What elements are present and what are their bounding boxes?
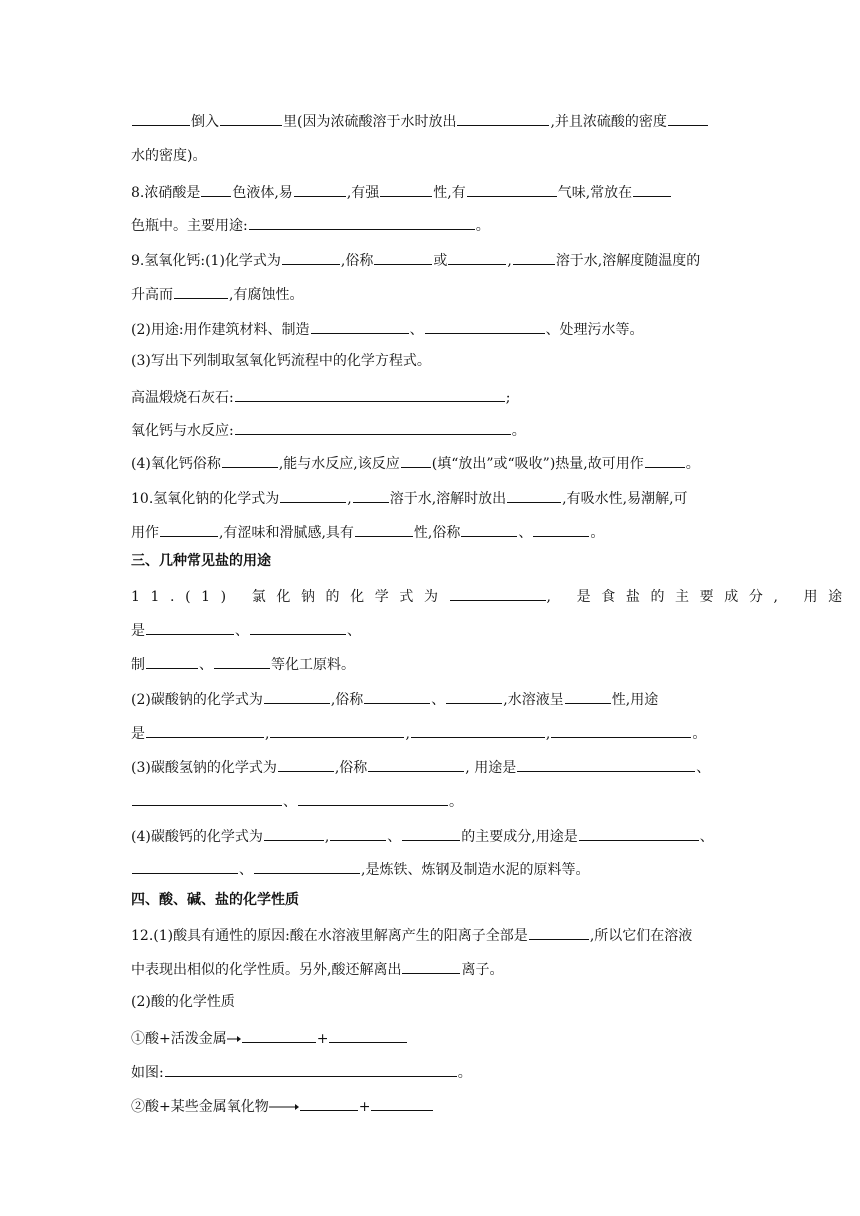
text: ,俗称 <box>334 760 368 776</box>
blank[interactable] <box>249 214 475 230</box>
text: 溶于水,溶解时放出 <box>389 491 507 507</box>
text: 、 <box>409 322 424 338</box>
text: 制 <box>131 657 145 673</box>
text: 。 <box>449 794 463 810</box>
line-1 <box>131 110 709 132</box>
blank[interactable] <box>280 487 346 503</box>
blank[interactable] <box>368 756 464 772</box>
text: , <box>405 726 410 742</box>
blank[interactable] <box>533 521 589 537</box>
line-30 <box>131 1095 434 1117</box>
blank[interactable] <box>645 452 685 468</box>
blank[interactable] <box>220 110 282 126</box>
line-27 <box>131 992 235 1012</box>
line-23 <box>131 858 589 880</box>
text: , <box>324 829 330 845</box>
line-2 <box>131 146 206 166</box>
text: 气味,常放在 <box>557 185 633 201</box>
line-28 <box>131 1027 408 1049</box>
text: 色瓶中。主要用途: <box>131 218 248 234</box>
text: (4)碳酸钙的化学式为 <box>131 829 263 845</box>
blank[interactable] <box>668 110 708 126</box>
text: 9.氢氧化钙:(1)化学式为 <box>131 253 281 269</box>
line-4 <box>131 214 490 236</box>
text: 升高而 <box>131 287 173 303</box>
blank[interactable] <box>329 1027 407 1043</box>
text: 是 <box>131 726 145 742</box>
blank[interactable] <box>298 790 448 806</box>
text: ,是炼铁、炼钢及制造水泥的原料等。 <box>361 862 590 878</box>
text: 等化工原料。 <box>271 657 355 673</box>
blank[interactable] <box>374 249 432 265</box>
text: (4)氧化钙俗称 <box>131 456 221 472</box>
text: 12.(1)酸具有通性的原因:酸在水溶液里解离产生的阳离子全部是 <box>131 928 528 944</box>
blank[interactable] <box>371 1095 433 1111</box>
text: , 用途是 <box>465 760 517 776</box>
text: 色液体,易 <box>232 185 293 201</box>
blank[interactable] <box>146 722 264 738</box>
blank[interactable] <box>132 110 190 126</box>
line-3 <box>131 181 672 203</box>
blank[interactable] <box>457 110 549 126</box>
text: ,有吸水性,易潮解,可 <box>562 491 688 507</box>
arrow-right-icon <box>227 1035 241 1043</box>
text: 11.(1) 氯化钠的化学式为 <box>131 589 449 605</box>
blank[interactable] <box>461 521 517 537</box>
text: ,并且浓硫酸的密度 <box>550 114 667 130</box>
blank[interactable] <box>146 619 234 635</box>
blank[interactable] <box>507 487 561 503</box>
blank[interactable] <box>214 653 270 669</box>
blank[interactable] <box>467 181 557 197</box>
text: ,有强 <box>346 185 380 201</box>
line-6 <box>131 283 303 305</box>
text: , 是食盐的主要成分, 用途 <box>546 589 853 605</box>
text: (2)碳酸钠的化学式为 <box>131 692 263 708</box>
blank[interactable] <box>254 858 360 874</box>
text: 、 <box>699 829 714 845</box>
line-20 <box>131 756 710 778</box>
line-19 <box>131 722 706 744</box>
text: 、 <box>199 657 213 673</box>
blank[interactable] <box>160 521 218 537</box>
blank[interactable] <box>411 722 545 738</box>
text: 氧化钙与水反应: <box>131 423 234 439</box>
text: ②酸+某些金属氧化物 <box>131 1099 269 1115</box>
blank[interactable] <box>529 924 589 940</box>
blank[interactable] <box>380 181 432 197</box>
blank[interactable] <box>579 825 699 841</box>
blank[interactable] <box>132 790 282 806</box>
blank[interactable] <box>282 249 340 265</box>
text: ,所以它们在溶液 <box>589 928 693 944</box>
blank[interactable] <box>330 825 386 841</box>
blank[interactable] <box>364 688 430 704</box>
blank[interactable] <box>242 1027 316 1043</box>
text: 、 <box>235 623 249 639</box>
text: , <box>265 726 270 742</box>
heading-text: 三、几种常见盐的用途 <box>131 553 271 569</box>
text: 性,俗称 <box>413 525 461 541</box>
text: (2)酸的化学性质 <box>131 994 235 1010</box>
line-18 <box>131 688 658 710</box>
text: 性,用途 <box>611 692 659 708</box>
blank[interactable] <box>446 688 502 704</box>
line-25 <box>131 924 692 946</box>
blank[interactable] <box>165 1061 457 1077</box>
text: 的主要成分,用途是 <box>461 829 578 845</box>
blank[interactable] <box>132 858 238 874</box>
line-15 <box>131 585 853 607</box>
blank[interactable] <box>425 318 545 334</box>
text: , <box>347 491 352 507</box>
text: 里(因为浓硫酸溶于水时放出 <box>283 114 457 130</box>
blank[interactable] <box>300 1095 358 1111</box>
line-29 <box>131 1061 472 1083</box>
text: 水的密度)。 <box>131 148 207 164</box>
text: 10.氢氧化钠的化学式为 <box>131 491 280 507</box>
blank[interactable] <box>633 181 671 197</box>
text: 、 <box>283 794 297 810</box>
text: 用作 <box>131 525 159 541</box>
blank[interactable] <box>294 181 346 197</box>
blank[interactable] <box>565 688 611 704</box>
line-26 <box>131 958 503 980</box>
text: 如图: <box>131 1065 164 1081</box>
text: 、 <box>431 692 446 708</box>
section-heading-4 <box>131 890 299 910</box>
line-13 <box>131 521 604 543</box>
text: 中表现出相似的化学性质。另外,酸还解离出 <box>131 962 402 978</box>
text: (3)写出下列制取氢氧化钙流程中的化学方程式。 <box>131 353 431 369</box>
text: 或 <box>433 253 448 269</box>
line-5 <box>131 249 700 271</box>
arrow-right-icon <box>269 1103 299 1111</box>
text: (2)用途:用作建筑材料、制造 <box>131 322 310 338</box>
text: 性,有 <box>433 185 466 201</box>
text: ①酸+活泼金属 <box>131 1031 227 1047</box>
text: + <box>358 1099 371 1115</box>
blank[interactable] <box>450 585 546 601</box>
text: ,能与水反应,该反应 <box>278 456 400 472</box>
line-12 <box>131 487 688 509</box>
line-22 <box>131 825 714 847</box>
text: (填“放出”或“吸收”)热量,故可用作 <box>431 456 644 472</box>
text: 8.浓硝酸是 <box>131 185 201 201</box>
text: ,有涩味和滑腻感,具有 <box>219 525 354 541</box>
text: 、 <box>347 623 361 639</box>
blank[interactable] <box>402 825 460 841</box>
line-9 <box>131 386 510 408</box>
blank[interactable] <box>235 419 511 435</box>
text: 。 <box>457 1065 472 1081</box>
blank[interactable] <box>402 958 460 974</box>
blank[interactable] <box>353 487 389 503</box>
blank[interactable] <box>264 688 330 704</box>
text: 离子。 <box>461 962 504 978</box>
line-16 <box>131 619 361 641</box>
text: + <box>316 1031 329 1047</box>
text: 是 <box>131 623 145 639</box>
line-10 <box>131 419 526 441</box>
blank[interactable] <box>401 452 431 468</box>
line-11 <box>131 452 700 474</box>
text: 、 <box>387 829 402 845</box>
blank[interactable] <box>355 521 413 537</box>
blank[interactable] <box>174 283 228 299</box>
text: 倒入 <box>191 114 219 130</box>
text: 。 <box>475 218 490 234</box>
text: 高温煅烧石灰石: <box>131 390 234 406</box>
line-8 <box>131 351 431 371</box>
heading-text: 四、酸、碱、盐的化学性质 <box>131 892 299 908</box>
text: , <box>545 726 551 742</box>
line-7 <box>131 318 644 340</box>
text: ,水溶液呈 <box>503 692 564 708</box>
text: (3)碳酸氢钠的化学式为 <box>131 760 277 776</box>
line-17 <box>131 653 355 675</box>
text: 。 <box>685 456 700 472</box>
text: ; <box>505 390 511 406</box>
text: ,俗称 <box>330 692 364 708</box>
blank[interactable] <box>278 756 334 772</box>
text: 溶于水,溶解度随温度的 <box>555 253 701 269</box>
text: 、 <box>518 525 533 541</box>
blank[interactable] <box>250 619 346 635</box>
blank[interactable] <box>201 181 231 197</box>
text: , <box>507 253 512 269</box>
blank[interactable] <box>264 825 324 841</box>
text: 、 <box>696 760 711 776</box>
text: 、处理污水等。 <box>545 322 644 338</box>
text: ,有腐蚀性。 <box>229 287 304 303</box>
blank[interactable] <box>551 722 691 738</box>
text: 。 <box>692 726 707 742</box>
blank[interactable] <box>448 249 506 265</box>
text: 。 <box>590 525 605 541</box>
blank[interactable] <box>517 756 695 772</box>
line-21 <box>131 790 463 812</box>
blank[interactable] <box>513 249 555 265</box>
text: ,俗称 <box>340 253 374 269</box>
blank[interactable] <box>222 452 278 468</box>
blank[interactable] <box>311 318 409 334</box>
blank[interactable] <box>270 722 404 738</box>
text: 、 <box>239 862 253 878</box>
blank[interactable] <box>235 386 505 402</box>
section-heading-3 <box>131 551 271 571</box>
text: 。 <box>511 423 526 439</box>
blank[interactable] <box>146 653 198 669</box>
